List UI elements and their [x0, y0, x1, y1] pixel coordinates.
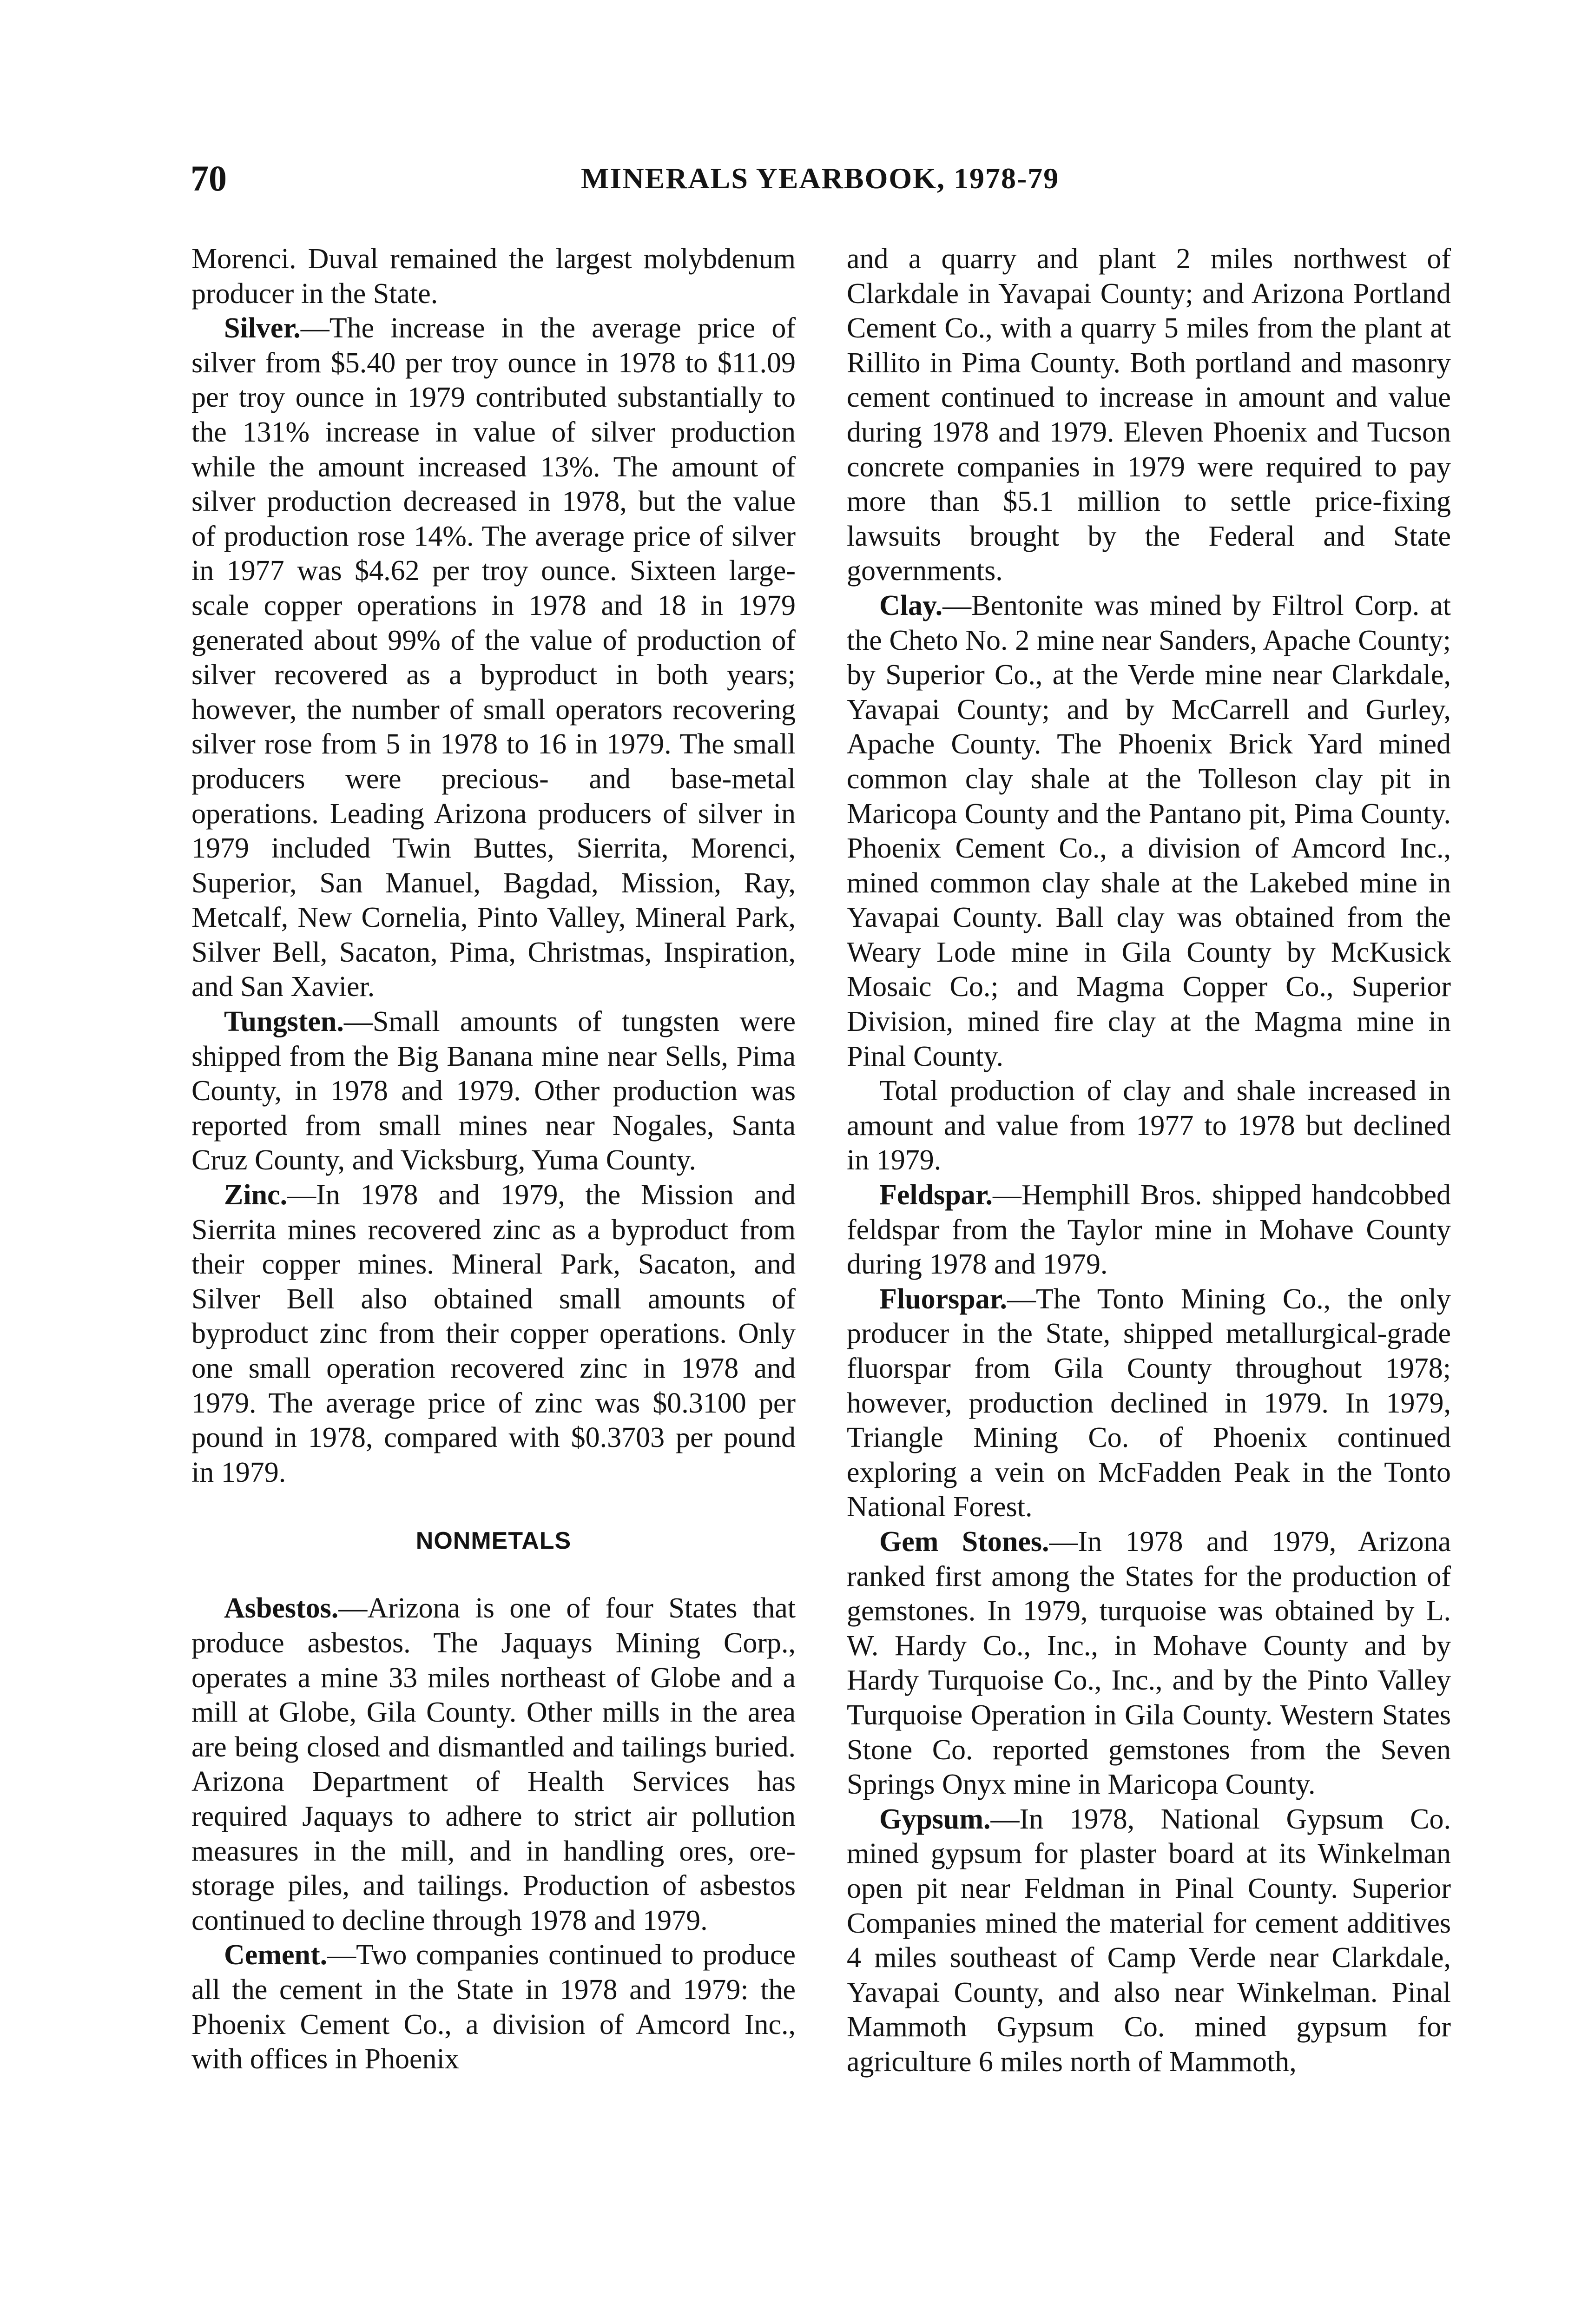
paragraph-text-zinc: —In 1978 and 1979, the Mission and Sierrita mines recovered zinc as a byproduct from their copper mines. Mineral Park, Sacaton, and Silver Bell also obtained small amounts of byproduct zinc from their copper operations. Only one small operation recovered zinc in 1978 and 1979. The average price of zinc was $0.3100 per pound in 1978, compared with $0.3703 per pound in 1979.	[191, 1179, 796, 1488]
paragraph-text-feldspar: —Hemphill Bros. shipped handcobbed feldspar from the Taylor mine in Mohave County during 1978 and 1979.	[847, 1179, 1451, 1281]
paragraph-feldspar	[847, 1178, 1451, 1282]
paragraph-zinc	[191, 1178, 796, 1490]
paragraph-heading-gypsum: Gypsum.	[879, 1803, 991, 1835]
right-column	[847, 242, 1451, 2079]
paragraph-fluorspar	[847, 1282, 1451, 1525]
paragraph-text-asbestos: —Arizona is one of four States that produce asbestos. The Jaquays Mining Corp., operates a mine 33 miles northeast of Globe and a mill at Globe, Gila County. Other mills in the area are being closed and dismantled and tailings buried. Arizona Department of Health Services has required Jaquays to adhere to strict air pollution measures in the mill, and in handling ores, ore-storage piles, and tailings. Production of asbestos continued to decline through 1978 and 1979.	[191, 1592, 796, 1936]
paragraph-continued: Morenci. Duval remained the largest molybdenum producer in the State.	[191, 243, 796, 310]
section-heading-nonmetals: NONMETALS	[415, 1527, 572, 1555]
paragraph-tungsten	[191, 1004, 796, 1178]
paragraph-heading-clay: Clay.	[879, 589, 943, 621]
paragraph-cement	[191, 1938, 796, 2076]
paragraph-heading-silver: Silver.	[224, 312, 301, 344]
page-number: 70	[191, 158, 227, 198]
paragraph-heading-feldspar: Feldspar.	[879, 1179, 993, 1211]
paragraph-text-clay: —Bentonite was mined by Filtrol Corp. at the Cheto No. 2 mine near Sanders, Apache County; by Superior Co., at the Verde mine near Clarkdale, Yavapai County; and by McCarrell and Gurley, Apache County. The Phoenix Brick Yard mined common clay shale at the Tolleson clay pit in Maricopa County and the Pantano pit, Pima County. Phoenix Cement Co., a division of Amcord Inc., mined common clay shale at the Lakebed mine in Yavapai County. Ball clay was obtained from the Weary Lode mine in Gila County by McKusick Mosaic Co.; and Magma Copper Co., Superior Division, mined fire clay at the Magma mine in Pinal County.	[847, 589, 1451, 1072]
paragraph-clay	[847, 588, 1451, 1074]
paragraph-text-fluorspar: —The Tonto Mining Co., the only producer in the State, shipped metallurgical-grade fluorspar from Gila County throughout 1978; however, production declined in 1979. In 1979, Triangle Mining Co. of Phoenix continued exploring a vein on McFadden Peak in the Tonto National Forest.	[847, 1283, 1451, 1523]
paragraph-text-tungsten: —Small amounts of tungsten were shipped from the Big Banana mine near Sells, Pima County, in 1978 and 1979. Other production was reported from small mines near Nogales, Santa Cruz County, and Vicksburg, Yuma County.	[191, 1006, 796, 1176]
paragraph-text-cement: —Two companies continued to produce all the cement in the State in 1978 and 1979: the Phoenix Cement Co., a division of Amcord Inc., with offices in Phoenix	[191, 1939, 796, 2075]
paragraph-heading-fluorspar: Fluorspar.	[879, 1283, 1008, 1315]
paragraph-heading-zinc: Zinc.	[224, 1179, 288, 1211]
paragraph-heading-cement: Cement.	[224, 1939, 328, 1971]
left-column	[191, 242, 796, 2077]
paragraph-gem-stones	[847, 1525, 1451, 1802]
paragraph-asbestos	[191, 1591, 796, 1938]
paragraph-heading-asbestos: Asbestos.	[224, 1592, 339, 1624]
paragraph-silver	[191, 311, 796, 1004]
paragraph-text-silver: —The increase in the average price of silver from $5.40 per troy ounce in 1978 to $11.09 per troy ounce in 1979 contributed substantially to the 131% increase in value of silver production while the amount increased 13%. The amount of silver production decreased in 1978, but the value of production rose 14%. The average price of silver in 1977 was $4.62 per troy ounce. Sixteen large-scale copper operations in 1978 and 18 in 1979 generated about 99% of the value of production of silver recovered as a byproduct in both years; however, the number of small operators recovering silver rose from 5 in 1978 to 16 in 1979. The small producers were precious- and base-metal operations. Leading Arizona producers of silver in 1979 included Twin Buttes, Sierrita, Morenci, Superior, San Manuel, Bagdad, Mission, Ray, Metcalf, New Cornelia, Pinto Valley, Mineral Park, Silver Bell, Sacaton, Pima, Christmas, Inspiration, and San Xavier.	[191, 312, 796, 1003]
paragraph-heading-gem-stones: Gem Stones.	[879, 1525, 1049, 1558]
paragraph-text-gypsum: —In 1978, National Gypsum Co. mined gypsum for plaster board at its Winkelman open pit near Feldman in Pinal County. Superior Companies mined the material for cement additives 4 miles southeast of Camp Verde near Clarkdale, Yavapai County, and also near Winkelman. Pinal Mammoth Gypsum Co. mined gypsum for agriculture 6 miles north of Mammoth,	[847, 1803, 1451, 2078]
paragraph-cement-continued: and a quarry and plant 2 miles northwest of Clarkdale in Yavapai County; and Arizona Portland Cement Co., with a quarry 5 miles from the plant at Rillito in Pima County. Both portland and masonry cement continued to increase in amount and value during 1978 and 1979. Eleven Phoenix and Tucson concrete companies in 1979 were required to pay more than $5.1 million to settle price-fixing lawsuits brought by the Federal and State governments.	[847, 243, 1451, 587]
paragraph-heading-tungsten: Tungsten.	[224, 1006, 344, 1038]
paragraph-text-gem-stones: —In 1978 and 1979, Arizona ranked first among the States for the production of gemstones. In 1979, turquoise was obtained by L. W. Hardy Co., Inc., in Mohave County and by Hardy Turquoise Co., Inc., and by the Pinto Valley Turquoise Operation in Gila County. Western States Stone Co. reported gemstones from the Seven Springs Onyx mine in Maricopa County.	[847, 1525, 1451, 1801]
paragraph-clay-total: Total production of clay and shale increased in amount and value from 1977 to 1978 but declined in 1979.	[847, 1075, 1451, 1176]
running-title: MINERALS YEARBOOK, 1978-79	[581, 162, 1060, 195]
paragraph-gypsum	[847, 1802, 1451, 2080]
